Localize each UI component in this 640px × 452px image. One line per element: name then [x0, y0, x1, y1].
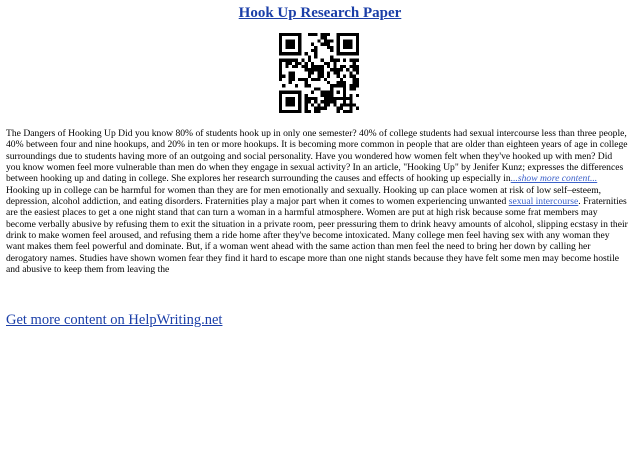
paragraph-intro [6, 128, 628, 185]
paragraph-main-text-b: . Fraternities are the easiest places to get a one night stand that can turn a woman in a harmful atmosphere. Women are put at high risk because some frat members may become verbally abusive by refusing them to exit the situation in a private room, peer pressuring them to drink heavy amounts of alcohol, slipping ecstasy in their drink to make women feel aroused, and refusing them a ride home after they've become intoxicated. Many college men feel having sex with any woman they want makes them feel powerful and dominate. But, if a woman went ahead with the same action than men feel the need to bring her down by calling her derogatory names. Studies have shown women fear they find it hard to escape more than one night stands because they have felt some men may become hostile and abusive to keep them from leaving the [6, 196, 628, 276]
paragraph-main-text-a: Hooking up in college can be harmful for women than they are for men emotionally and sexually. Hooking up can place women at risk of low self–esteem, depression, alcohol addiction, and eating disorders. Fraternities play a major part when it comes to women experiencing unwanted [6, 184, 602, 208]
paragraph-intro-text: The Dangers of Hooking Up Did you know 80% of students hook up in only one semester? 40% of college students had sexual intercourse less than three people, 40% between four and nine hookups, and 20% in ten or more hookups. It is becoming more common in people that are older than eighteen years of age in college surroundings due to students having more of an outgoing and social personality. Have you wondered how women felt when they've hooked up with men? Did you know women feel more vulnerable than men do when they engage in sexual activity? In an article, "Hooking Up" by Jenifer Kunz; expresses the differences between hooking up and dating in college. She explores her research surrounding the causes and effects of hooking up especially in [6, 128, 628, 185]
sexual-intercourse-link[interactable]: sexual intercourse [508, 196, 579, 208]
get-more-content-link[interactable]: Get more content on HelpWriting.net [6, 312, 223, 328]
article-body [6, 128, 628, 275]
show-more-link[interactable]: ...show more content... [510, 173, 598, 185]
paragraph-main [6, 185, 628, 276]
qr-code-icon [279, 33, 359, 113]
page-title[interactable]: Hook Up Research Paper [238, 5, 402, 21]
